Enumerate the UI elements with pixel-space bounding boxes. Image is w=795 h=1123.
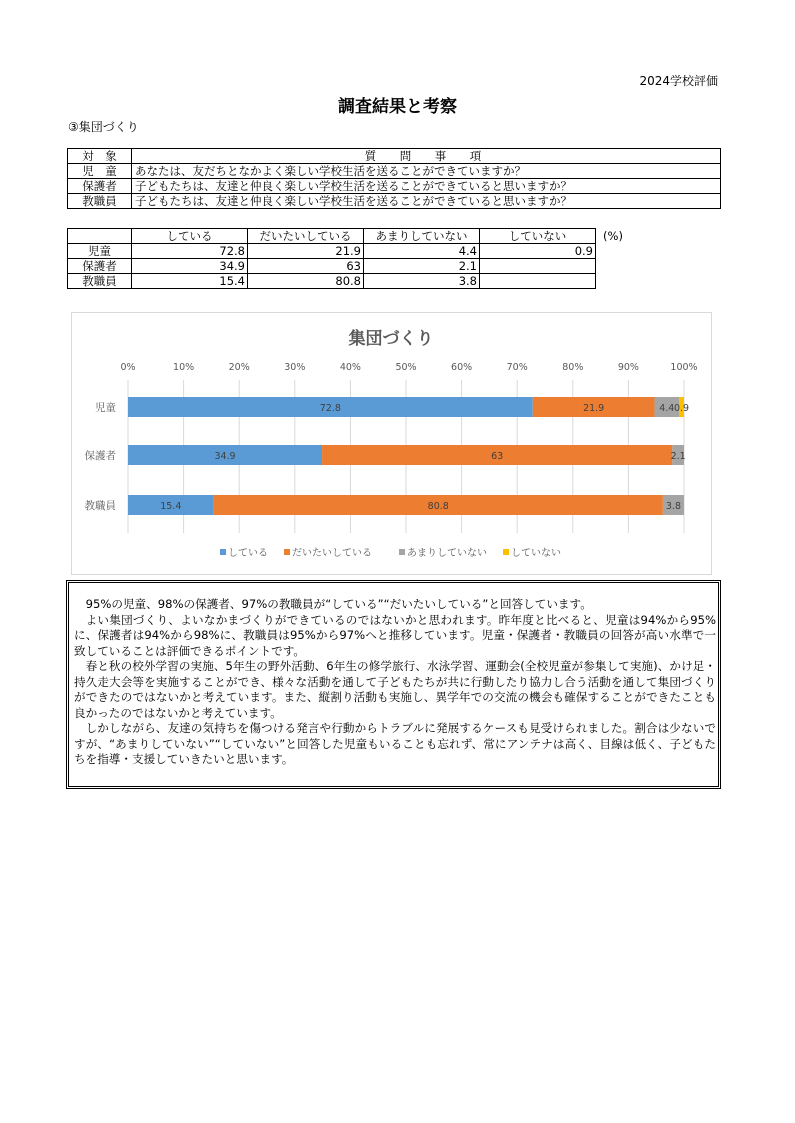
target-header: 対 象 (68, 149, 132, 164)
x-tick-label: 10% (173, 362, 195, 373)
legend-label: していない (511, 548, 561, 559)
value-cell: 63 (248, 259, 364, 274)
section-label: ③集団づくり (68, 120, 139, 134)
table-row (68, 179, 721, 194)
data-label: 63 (491, 451, 504, 462)
value-cell (480, 259, 596, 274)
target-cell: 教職員 (68, 194, 132, 209)
row-label: 保護者 (68, 259, 132, 274)
table-row (68, 194, 721, 209)
legend-label: あまりしていない (407, 548, 487, 559)
target-cell: 保護者 (68, 179, 132, 194)
value-cell: 2.1 (364, 259, 480, 274)
legend-swatch (220, 549, 226, 555)
x-tick-label: 60% (451, 362, 473, 373)
chart-frame (71, 312, 712, 575)
x-tick-label: 30% (284, 362, 306, 373)
value-cell: 15.4 (132, 274, 248, 289)
value-cell: 4.4 (364, 244, 480, 259)
comment-paragraph: 95%の児童、98%の保護者、97%の教職員が“している”“だいたいしている”と回答しています。 (85, 597, 592, 611)
row-label: 教職員 (68, 274, 132, 289)
data-label: 21.9 (583, 403, 605, 414)
question-cell: あなたは、友だちとなかよく楽しい学校生活を送ることができていますか？ (132, 164, 721, 179)
category-label: 児童 (95, 402, 116, 414)
value-cell: 21.9 (248, 244, 364, 259)
legend-label: している (228, 548, 268, 559)
x-tick-label: 80% (562, 362, 584, 373)
data-label: 72.8 (319, 403, 341, 414)
target-cell: 児 童 (68, 164, 132, 179)
data-label: 3.8 (665, 501, 681, 512)
question-cell: 子どもたちは、友達と仲良く楽しい学校生活を送ることができていると思いますか？ (132, 179, 721, 194)
column-header: あまりしていない (364, 229, 480, 244)
column-header: していない (480, 229, 596, 244)
category-label: 教職員 (84, 500, 116, 512)
empty-header-cell (68, 229, 132, 244)
chart-title: 集団づくり (348, 329, 434, 349)
value-cell: 80.8 (248, 274, 364, 289)
data-label: 80.8 (427, 501, 449, 512)
legend-swatch (399, 549, 405, 555)
x-tick-label: 90% (617, 362, 639, 373)
x-tick-label: 100% (670, 362, 698, 373)
value-cell (480, 274, 596, 289)
x-tick-label: 0% (120, 362, 136, 373)
table-row (68, 244, 631, 259)
data-label: 34.9 (214, 451, 236, 462)
column-header: している (132, 229, 248, 244)
comment-paragraph: 春と秋の校外学習の実施、5年生の野外活動、6年生の修学旅行、水泳学習、運動会(全校児童が参集して実施)、かけ足・持久走大会等を実施することができ、様々な活動を通して子どもたちが共に行動したり協力し合う活動を通して集団づくりができたのではないかと考えています。また、縦割り活動も実施し、異学年での交流の機会も確保することができたことも良かったのではないかと考えています。 (74, 659, 716, 720)
table-row (68, 259, 631, 274)
data-label: 4.4 (659, 403, 675, 414)
x-tick-label: 40% (339, 362, 361, 373)
category-label: 保護者 (84, 450, 116, 462)
value-cell: 3.8 (364, 274, 480, 289)
question-table-header (68, 149, 721, 164)
comment-paragraph: しかしながら、友達の気持ちを傷つける発言や行動からトラブルに発展するケースも見受けられました。割合は少ないですが、“あまりしていない”“していない”と回答した児童もいることも忘れず、常にアンテナは高く、目線は低く、子どもたちを指導・支援していきたいと思います。 (74, 721, 716, 766)
table-row (68, 274, 631, 289)
data-label: 15.4 (160, 501, 182, 512)
legend-label: だいたいしている (292, 548, 372, 559)
result-table-header (68, 229, 631, 244)
table-row (68, 164, 721, 179)
x-tick-label: 70% (506, 362, 528, 373)
question-table (67, 148, 721, 209)
result-table (67, 228, 631, 289)
legend-swatch (284, 549, 290, 555)
comment-paragraph: よい集団づくり、よいなかまづくりができているのではないかと思われます。昨年度と比べると、児童は94%から95%に、保護者は94%から98%に、教職員は95%から97%へと推移しています。児童・保護者・教職員の回答が高い水準で一致していることは評価できるポイントです。 (74, 612, 716, 658)
value-cell: 34.9 (132, 259, 248, 274)
unit-label: (%) (603, 229, 623, 243)
question-header: 質 問 事 項 (132, 149, 721, 164)
question-cell: 子どもたちは、友達と仲良く楽しい学校生活を送ることができていると思いますか？ (132, 194, 721, 209)
data-label: 2.1 (670, 451, 686, 462)
comment-text (74, 597, 716, 768)
comment-box (66, 580, 721, 789)
year-label: 2024学校評価 (639, 74, 718, 88)
value-cell: 0.9 (480, 244, 596, 259)
x-tick-label: 20% (228, 362, 250, 373)
column-header: だいたいしている (248, 229, 364, 244)
stacked-bar-chart (72, 313, 711, 574)
legend-swatch (503, 549, 509, 555)
value-cell: 72.8 (132, 244, 248, 259)
x-tick-label: 50% (395, 362, 417, 373)
data-label: 0.9 (673, 403, 690, 414)
page-title: 調査結果と考察 (338, 97, 457, 117)
row-label: 児童 (68, 244, 132, 259)
